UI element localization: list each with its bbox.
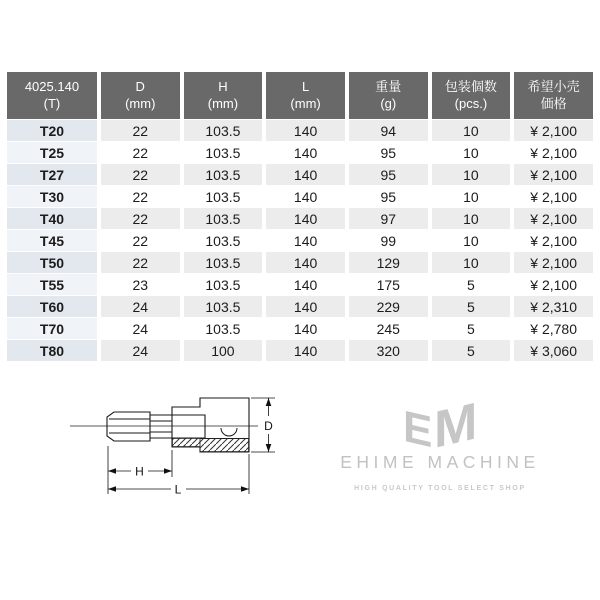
header-line: 価格: [540, 95, 567, 111]
table-row: [7, 318, 593, 339]
header-line: (T): [43, 95, 61, 111]
header-line: 4025.140: [24, 78, 80, 94]
value-cell: 23: [101, 274, 180, 295]
value-cell: 175: [349, 274, 428, 295]
torx-bit-tip: [107, 412, 150, 441]
model-cell: T45: [7, 230, 97, 251]
value-cell: ¥ 2,100: [514, 274, 593, 295]
table-row: [7, 274, 593, 295]
brand-monogram: [392, 391, 488, 461]
value-cell: 140: [266, 142, 345, 163]
brand-tagline: HIGH QUALITY TOOL SELECT SHOP: [354, 485, 526, 492]
value-cell: 320: [349, 340, 428, 361]
value-cell: ¥ 3,060: [514, 340, 593, 361]
table-row: [7, 142, 593, 163]
header-line: (g): [380, 95, 397, 111]
table-row: [7, 252, 593, 273]
header-line: (mm): [125, 95, 156, 111]
value-cell: ¥ 2,100: [514, 230, 593, 251]
value-cell: 24: [101, 340, 180, 361]
monogram-letter-e: E: [403, 401, 433, 458]
model-cell: T55: [7, 274, 97, 295]
value-cell: 140: [266, 252, 345, 273]
value-cell: 103.5: [184, 318, 263, 339]
dim-label-h: H: [135, 464, 144, 479]
value-cell: 140: [266, 186, 345, 207]
value-cell: 245: [349, 318, 428, 339]
model-cell: T40: [7, 208, 97, 229]
value-cell: 10: [432, 230, 511, 251]
spec-table-body: [7, 120, 593, 361]
table-row: [7, 164, 593, 185]
model-cell: T30: [7, 186, 97, 207]
value-cell: 103.5: [184, 230, 263, 251]
value-cell: 10: [432, 142, 511, 163]
model-cell: T50: [7, 252, 97, 273]
header-line: 重量: [375, 78, 402, 94]
value-cell: 140: [266, 208, 345, 229]
dimension-h: [108, 446, 172, 494]
value-cell: 103.5: [184, 142, 263, 163]
value-cell: 103.5: [184, 186, 263, 207]
table-row: [7, 296, 593, 317]
value-cell: 140: [266, 230, 345, 251]
model-cell: T27: [7, 164, 97, 185]
model-cell: T25: [7, 142, 97, 163]
value-cell: 103.5: [184, 296, 263, 317]
value-cell: 229: [349, 296, 428, 317]
value-cell: ¥ 2,100: [514, 208, 593, 229]
value-cell: 5: [432, 296, 511, 317]
table-row: [7, 340, 593, 361]
value-cell: 140: [266, 296, 345, 317]
header-line: H: [218, 78, 228, 94]
model-cell: T20: [7, 120, 97, 141]
value-cell: 95: [349, 186, 428, 207]
value-cell: 103.5: [184, 252, 263, 273]
column-header-d: [101, 72, 180, 119]
dimension-d: [251, 398, 276, 452]
value-cell: 97: [349, 208, 428, 229]
value-cell: ¥ 2,780: [514, 318, 593, 339]
column-header-retail-price: [514, 72, 593, 119]
value-cell: 129: [349, 252, 428, 273]
value-cell: 140: [266, 274, 345, 295]
value-cell: ¥ 2,100: [514, 164, 593, 185]
value-cell: 10: [432, 164, 511, 185]
dim-label-l: L: [174, 482, 182, 497]
brand-name: EHIME MACHINE: [340, 452, 540, 472]
value-cell: 5: [432, 318, 511, 339]
monogram-letter-m: M: [433, 391, 477, 461]
value-cell: 95: [349, 142, 428, 163]
value-cell: 24: [101, 296, 180, 317]
brand-watermark: [330, 390, 550, 500]
header-line: L: [301, 78, 310, 94]
table-row: [7, 186, 593, 207]
value-cell: 103.5: [184, 274, 263, 295]
column-header-weight: [349, 72, 428, 119]
value-cell: 99: [349, 230, 428, 251]
value-cell: 103.5: [184, 164, 263, 185]
value-cell: 22: [101, 252, 180, 273]
column-header-model: [7, 72, 97, 119]
column-header-l: [266, 72, 345, 119]
detent-ball: [221, 428, 237, 436]
header-line: 包装個数: [444, 78, 497, 94]
product-diagram: [60, 378, 300, 503]
value-cell: ¥ 2,100: [514, 142, 593, 163]
value-cell: ¥ 2,100: [514, 186, 593, 207]
column-header-pack-qty: [432, 72, 511, 119]
value-cell: 140: [266, 318, 345, 339]
section-hatch: [173, 439, 249, 452]
model-cell: T80: [7, 340, 97, 361]
model-cell: T70: [7, 318, 97, 339]
value-cell: 10: [432, 208, 511, 229]
column-header-h: [184, 72, 263, 119]
value-cell: 22: [101, 208, 180, 229]
header-line: (pcs.): [454, 95, 488, 111]
value-cell: 10: [432, 120, 511, 141]
value-cell: 100: [184, 340, 263, 361]
spec-table: [3, 71, 597, 362]
value-cell: 5: [432, 340, 511, 361]
socket-bit-drawing: [60, 378, 300, 503]
bit-shank: [150, 415, 205, 438]
value-cell: 22: [101, 120, 180, 141]
value-cell: 103.5: [184, 208, 263, 229]
value-cell: 22: [101, 142, 180, 163]
value-cell: 5: [432, 274, 511, 295]
spec-table-header: [7, 72, 593, 119]
value-cell: 140: [266, 340, 345, 361]
value-cell: ¥ 2,100: [514, 120, 593, 141]
value-cell: 95: [349, 164, 428, 185]
table-row: [7, 230, 593, 251]
value-cell: ¥ 2,310: [514, 296, 593, 317]
value-cell: 24: [101, 318, 180, 339]
value-cell: 94: [349, 120, 428, 141]
value-cell: 22: [101, 186, 180, 207]
value-cell: ¥ 2,100: [514, 252, 593, 273]
value-cell: 22: [101, 164, 180, 185]
header-line: D: [135, 78, 145, 94]
model-cell: T60: [7, 296, 97, 317]
value-cell: 140: [266, 164, 345, 185]
header-line: (mm): [290, 95, 321, 111]
value-cell: 140: [266, 120, 345, 141]
table-row: [7, 120, 593, 141]
value-cell: 10: [432, 252, 511, 273]
dim-label-d: D: [264, 419, 273, 433]
value-cell: 10: [432, 186, 511, 207]
header-line: 希望小売: [527, 78, 580, 94]
value-cell: 103.5: [184, 120, 263, 141]
header-line: (mm): [207, 95, 239, 111]
table-row: [7, 208, 593, 229]
value-cell: 22: [101, 230, 180, 251]
dimension-l: [108, 454, 249, 497]
